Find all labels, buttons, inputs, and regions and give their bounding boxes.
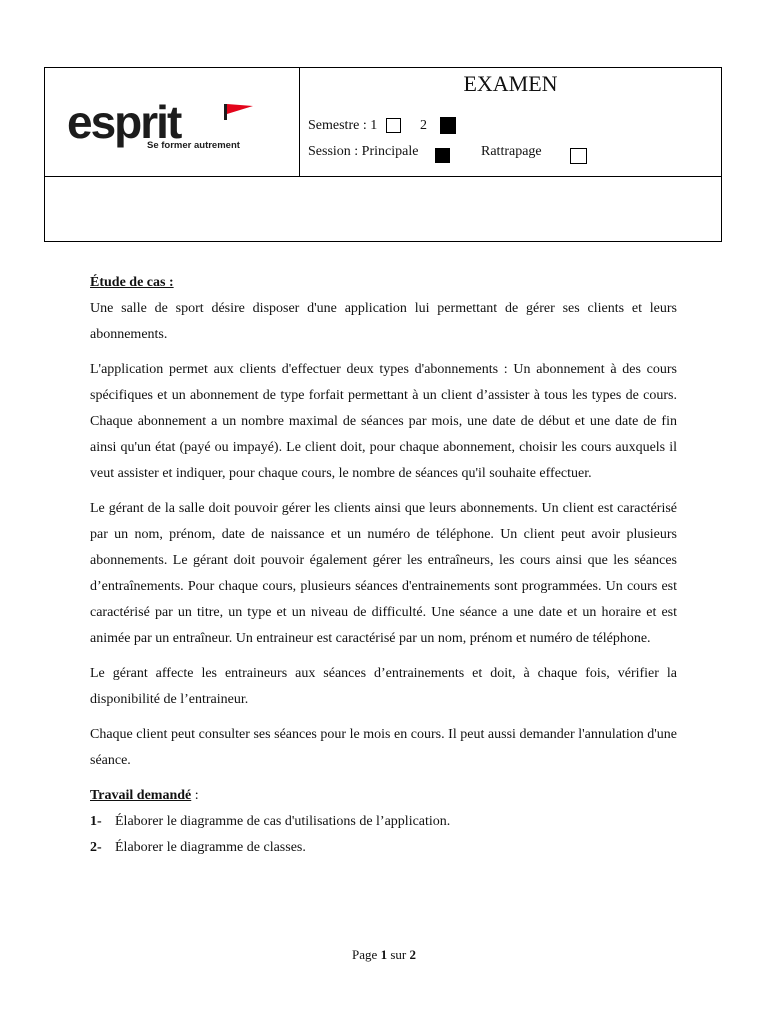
exam-header xyxy=(44,67,722,242)
task-item xyxy=(90,809,677,835)
semestre-1-checkbox[interactable] xyxy=(386,118,401,133)
paragraph: Le gérant de la salle doit pouvoir gérer les clients ainsi que leurs abonnements. Un client est caractérisé par un nom, prénom, date de naissance et un numéro de téléphone. Un client peut avoir plusieurs abonnements. Le gérant doit pouvoir également gérer les entraîneurs, les cours ainsi que les séances d’entraînements. Pour chaque cours, plusieurs séances d'entrainements sont programmées. Un cours est caractérisé par un titre, un type et un niveau de difficulté. Une séance a une date et un horaire et est animée par un entraîneur. Un entraineur est caractérisé par un nom, prénom et numéro de téléphone. xyxy=(90,501,677,646)
paragraph: Le gérant affecte les entraineurs aux séances d’entrainements et doit, à chaque fois, vérifier la disponibilité de l’entraineur. xyxy=(90,666,677,707)
exam-title: EXAMEN xyxy=(463,71,558,96)
session-row xyxy=(308,144,542,160)
semestre-row xyxy=(308,118,427,134)
work-heading: Travail demandé : xyxy=(90,788,199,803)
logo-wordmark: esprit xyxy=(67,96,181,148)
logo-cell xyxy=(45,68,300,176)
exam-info-cell xyxy=(300,68,721,176)
task-text: Élaborer le diagramme de classes. xyxy=(115,840,306,855)
task-number: 2- xyxy=(90,840,102,855)
logo-flag-icon xyxy=(224,102,254,120)
exam-content xyxy=(90,270,677,861)
paragraph: L'application permet aux clients d'effectuer deux types d'abonnements : Un abonnement à des cours spécifiques et un abonnement de type forfait permettant à un client d’assister à tous les types de cours. Chaque abonnement a un nombre maximal de séances par mois, une date de début et une date de fin ainsi qu'un état (payé ou impayé). Le client doit, pour chaque abonnement, choisir les cours auxquels il veut assister et indiquer, pour chaque cours, le nombre de séances qu'il souhaite effectuer. xyxy=(90,362,677,481)
total-pages: 2 xyxy=(409,947,416,962)
semestre-2-checkbox[interactable] xyxy=(440,117,456,134)
esprit-logo xyxy=(67,96,240,151)
session-label: Session : Principale xyxy=(308,144,419,159)
task-text: Élaborer le diagramme de cas d'utilisations de l’application. xyxy=(115,814,451,829)
principale-checkbox[interactable] xyxy=(435,148,450,163)
rattrapage-checkbox[interactable] xyxy=(570,148,587,164)
paragraph: Une salle de sport désire disposer d'une application lui permettant de gérer ses clients et leurs abonnements. xyxy=(90,301,677,342)
header-divider xyxy=(45,176,721,177)
logo-tagline: Se former autrement xyxy=(147,140,240,151)
semestre-label: Semestre : 1 xyxy=(308,118,378,133)
semestre-2-label: 2 xyxy=(420,118,427,133)
task-item xyxy=(90,835,677,861)
rattrapage-label: Rattrapage xyxy=(481,144,542,159)
case-study-heading: Étude de cas : xyxy=(90,275,174,290)
page-footer: Page 1 sur 2 xyxy=(352,947,416,962)
task-number: 1- xyxy=(90,814,102,829)
current-page: 1 xyxy=(380,947,388,962)
paragraph: Chaque client peut consulter ses séances pour le mois en cours. Il peut aussi demander l'annulation d'une séance. xyxy=(90,727,677,768)
